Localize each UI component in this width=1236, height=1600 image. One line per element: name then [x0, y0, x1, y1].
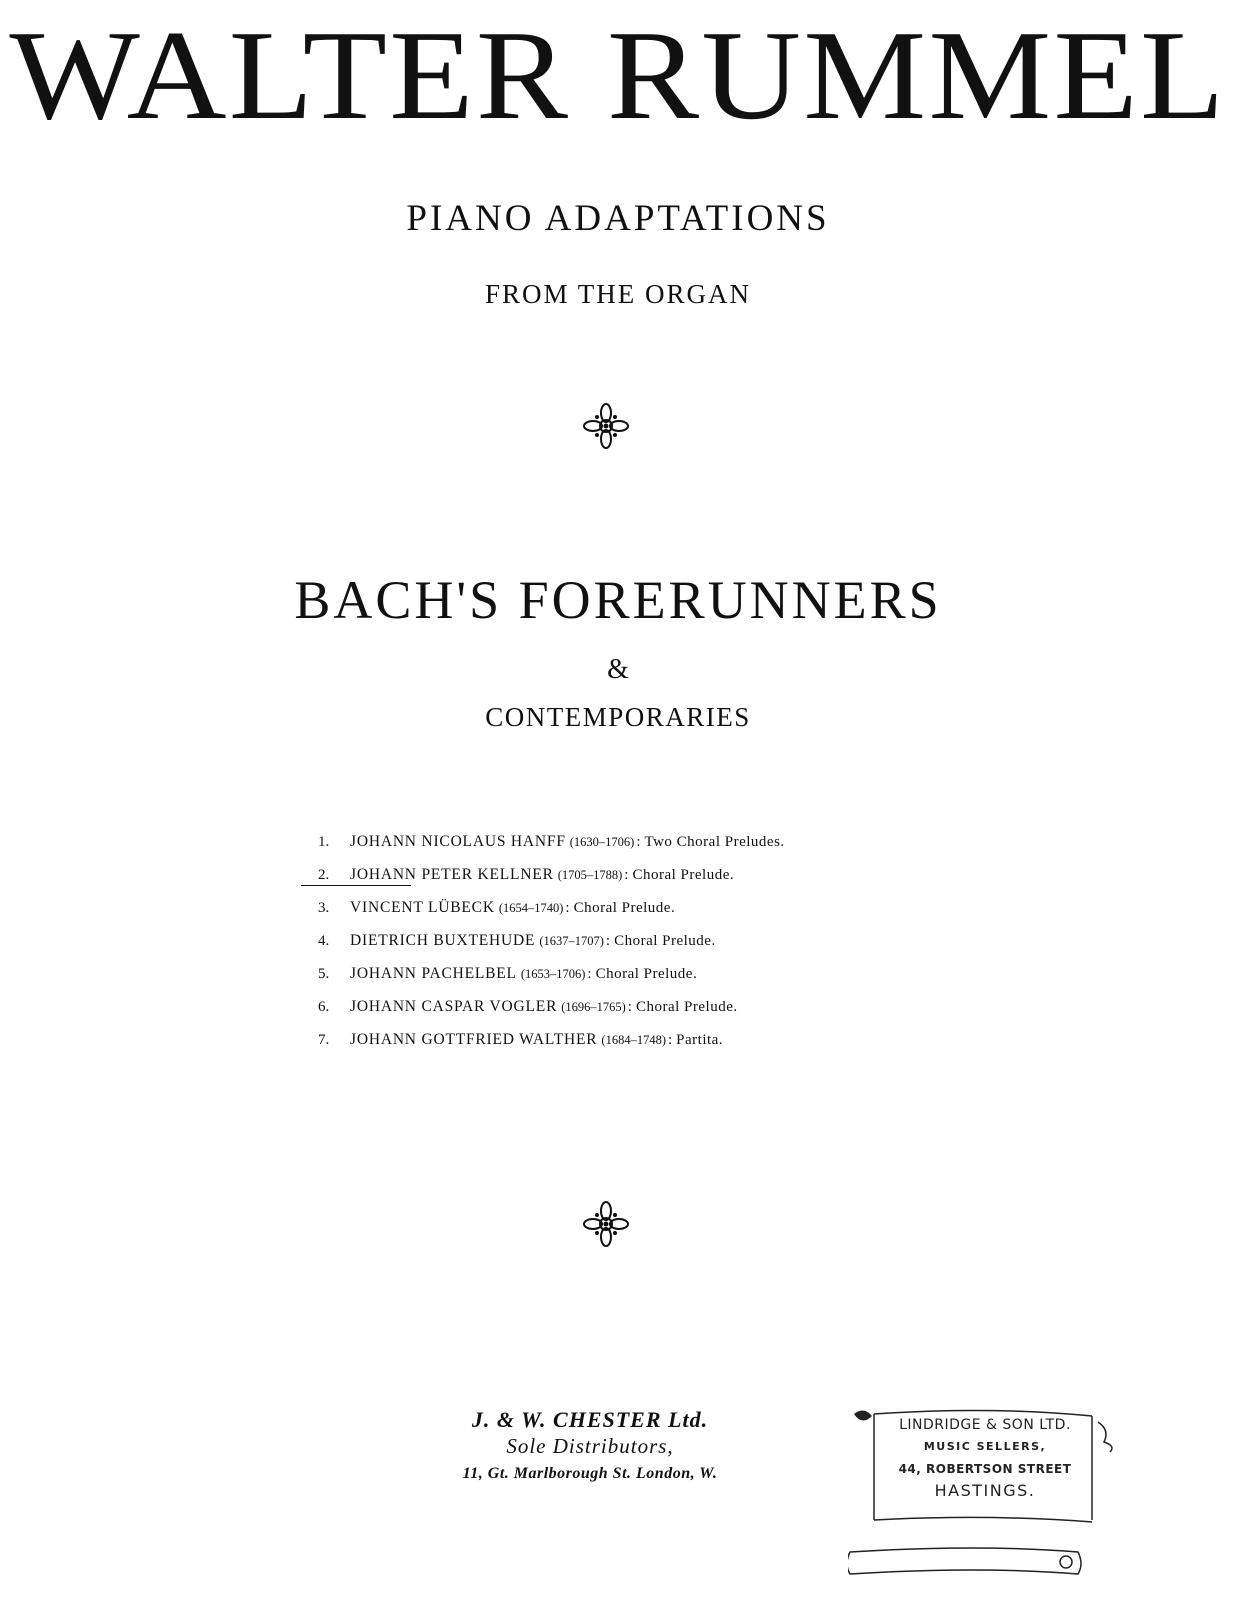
entry-number: 5.: [318, 966, 330, 982]
publisher-imprint: [380, 1406, 800, 1487]
entry-dates: (1684–1748): [601, 1033, 666, 1047]
entry-composer: JOHANN PETER KELLNER: [350, 866, 554, 883]
entry-dates: (1637–1707): [539, 934, 604, 948]
entry-composer: JOHANN GOTTFRIED WALTHER: [350, 1031, 598, 1048]
entry-composer: JOHANN PACHELBEL: [350, 965, 517, 982]
seller-stamp-text: [880, 1414, 1090, 1502]
subtitle-secondary: FROM THE ORGAN: [484, 279, 752, 309]
entry-work: Choral Prelude.: [635, 999, 738, 1015]
stamp-line: 44, ROBERTSON STREET: [898, 1462, 1072, 1476]
entry-number: 1.: [318, 834, 330, 850]
entry-underline: [301, 885, 411, 886]
stamp-line: LINDRIDGE & SON LTD.: [899, 1417, 1071, 1433]
entry-work: Choral Prelude.: [614, 933, 716, 949]
list-item: 7. JOHANN GOTTFRIED WALTHER (1684–1748) : Partita.: [318, 1026, 1018, 1059]
list-item: 4. DIETRICH BUXTEHUDE (1637–1707) : Choral Prelude.: [318, 927, 1018, 960]
publisher-role: Sole Distributors,: [506, 1434, 674, 1458]
main-title: BACH'S FORERUNNERS: [294, 570, 942, 630]
list-item: 5. JOHANN PACHELBEL (1653–1706) : Choral Prelude.: [318, 960, 1018, 993]
entry-number: 3.: [318, 900, 330, 916]
publisher-address: 11, Gt. Marlborough St. London, W.: [462, 1465, 718, 1482]
subtitle: PIANO ADAPTATIONS: [406, 198, 830, 239]
entry-dates: (1653–1706): [520, 967, 586, 981]
list-item: 3. VINCENT LÜBECK (1654–1740) : Choral Prelude.: [318, 894, 1018, 927]
entry-work: Two Choral Preludes.: [644, 834, 785, 850]
entry-composer: JOHANN NICOLAUS HANFF: [350, 833, 566, 850]
list-item: 6. JOHANN CASPAR VOGLER (1696–1765) : Choral Prelude.: [318, 993, 1018, 1026]
title-secondary: CONTEMPORARIES: [485, 702, 751, 732]
entry-composer: DIETRICH BUXTEHUDE: [350, 932, 536, 949]
entry-number: 2.: [318, 867, 330, 883]
entry-number: 7.: [318, 1032, 330, 1048]
entry-dates: (1630–1706): [569, 835, 635, 849]
stamp-line: MUSIC SELLERS,: [923, 1440, 1047, 1453]
stamp-line: HASTINGS.: [934, 1481, 1036, 1500]
list-item: 1. JOHANN NICOLAUS HANFF (1630–1706) : Two Choral Preludes.: [318, 828, 1018, 861]
entry-work: Choral Prelude.: [573, 900, 676, 916]
rosette-ornament-icon: [580, 400, 632, 452]
entry-composer: VINCENT LÜBECK: [350, 899, 495, 916]
entry-dates: (1654–1740): [498, 901, 564, 915]
composer-name: WALTER RUMMEL: [9, 4, 1227, 146]
entry-composer: JOHANN CASPAR VOGLER: [350, 998, 558, 1015]
entry-number: 4.: [318, 933, 330, 949]
title-ampersand: &: [607, 654, 629, 685]
entry-work: Choral Prelude.: [632, 867, 735, 883]
entry-number: 6.: [318, 999, 330, 1015]
entry-work: Choral Prelude.: [595, 966, 698, 982]
publisher-name: J. & W. CHESTER Ltd.: [471, 1407, 709, 1432]
entry-work: Partita.: [676, 1032, 724, 1048]
rosette-ornament-icon: [580, 1198, 632, 1250]
list-item: 2. JOHANN PETER KELLNER (1705–1788) : Choral Prelude.: [318, 861, 1018, 894]
entry-dates: (1705–1788): [557, 868, 623, 882]
entry-dates: (1696–1765): [561, 1000, 626, 1014]
contents-list: [318, 828, 1018, 1059]
